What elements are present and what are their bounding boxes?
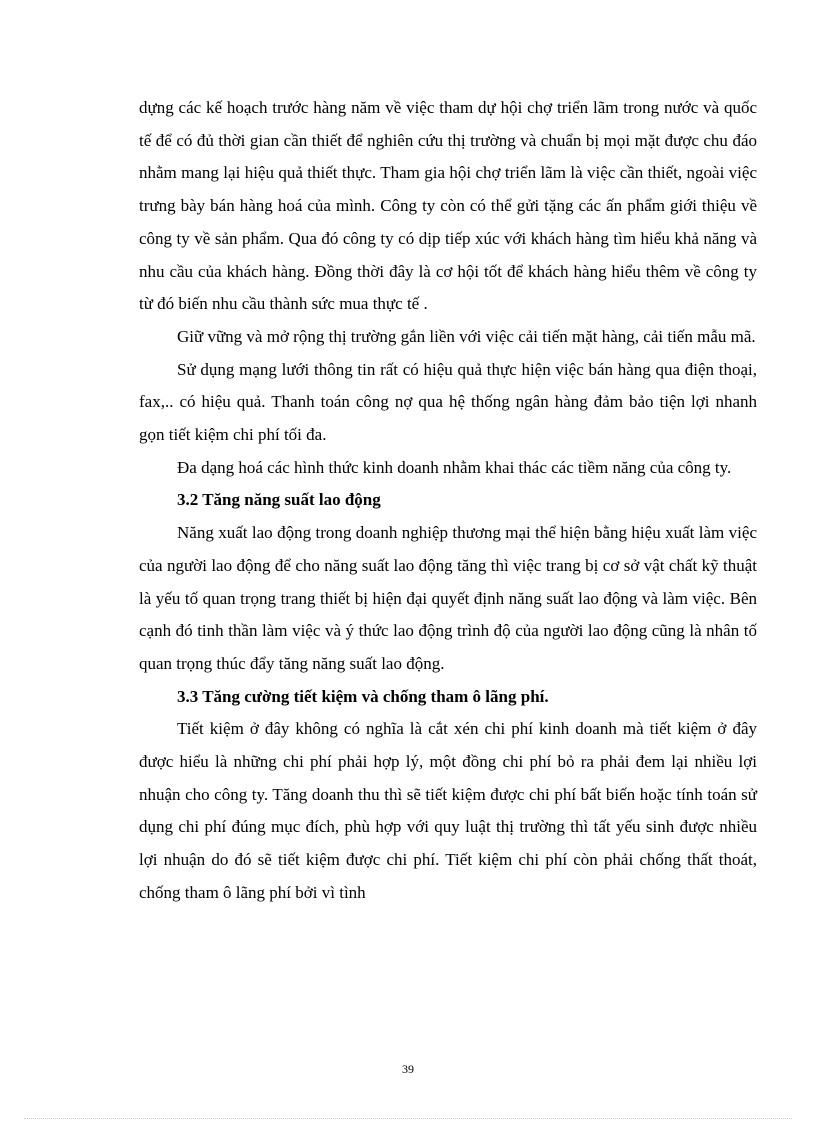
page-bottom-divider xyxy=(24,1118,792,1119)
paragraph-market-expansion: Giữ vững và mở rộng thị trường gắn liền với việc cải tiến mặt hàng, cải tiến mẫu mã. xyxy=(177,326,756,346)
paragraph-information-network: Sử dụng mạng lưới thông tin rất có hiệu quả thực hiện việc bán hàng qua điện thoại, fax,.. có hiệu quả. Thanh toán công nợ qua hệ thống ngân hàng đảm bảo tiện lợi nhanh gọn tiết kiệm chi phí tối đa. xyxy=(139,359,757,445)
body-text xyxy=(139,92,757,910)
paragraph-cost-saving: Tiết kiệm ở đây không có nghĩa là cắt xén chi phí kinh doanh mà tiết kiệm ở đây được hiểu là những chi phí phải hợp lý, một đồng chi phí bỏ ra phải đem lại nhiều lợi nhuận cho công ty. Tăng doanh thu thì sẽ tiết kiệm được chi phí bất biến hoặc tính toán sử dụng chi phí đúng mục đích, phù hợp với quy luật thị trường thì tất yếu sinh được nhiều lợi nhuận do đó sẽ tiết kiệm được chi phí. Tiết kiệm chi phí còn phải chống thất thoát, chống tham ô lãng phí bởi vì tình xyxy=(139,719,757,902)
paragraph-diversify-business: Đa dạng hoá các hình thức kinh doanh nhằm khai thác các tiềm năng của công ty. xyxy=(177,457,732,477)
heading-section-3-3: 3.3 Tăng cường tiết kiệm và chống tham ô lãng phí. xyxy=(177,686,549,706)
paragraph-labor-productivity: Năng xuất lao động trong doanh nghiệp thương mại thể hiện bằng hiệu xuất làm việc của người lao động để cho năng suất lao động tăng thì việc trang bị cơ sở vật chất kỹ thuật là yếu tố quan trọng trang thiết bị hiện đại quyết định năng suất lao động và làm việc. Bên cạnh đó tinh thần làm việc và ý thức lao động trình độ của người lao động cũng là nhân tố quan trọng thúc đẩy tăng năng suất lao động. xyxy=(139,523,757,673)
heading-section-3-2: 3.2 Tăng năng suất lao động xyxy=(177,490,381,510)
paragraph-trade-fair: dựng các kế hoạch trước hàng năm về việc tham dự hội chợ triển lãm trong nước và quốc tế để có đủ thời gian cần thiết để nghiên cứu thị trường và chuẩn bị mọi mặt được chu đáo nhằm mang lại hiệu quả thiết thực. Tham gia hội chợ triển lãm là việc cần thiết, ngoài việc trưng bày bán hàng hoá của mình. Công ty còn có thể gửi tặng các ấn phẩm giới thiệu về công ty về sản phẩm. Qua đó công ty có dịp tiếp xúc với khách hàng tìm hiểu khả năng và nhu cầu của khách hàng. Đồng thời đây là cơ hội tốt để khách hàng hiểu thêm về công ty từ đó biến nhu cầu thành sức mua thực tế . xyxy=(139,98,757,314)
page-number: 39 xyxy=(402,1062,414,1076)
